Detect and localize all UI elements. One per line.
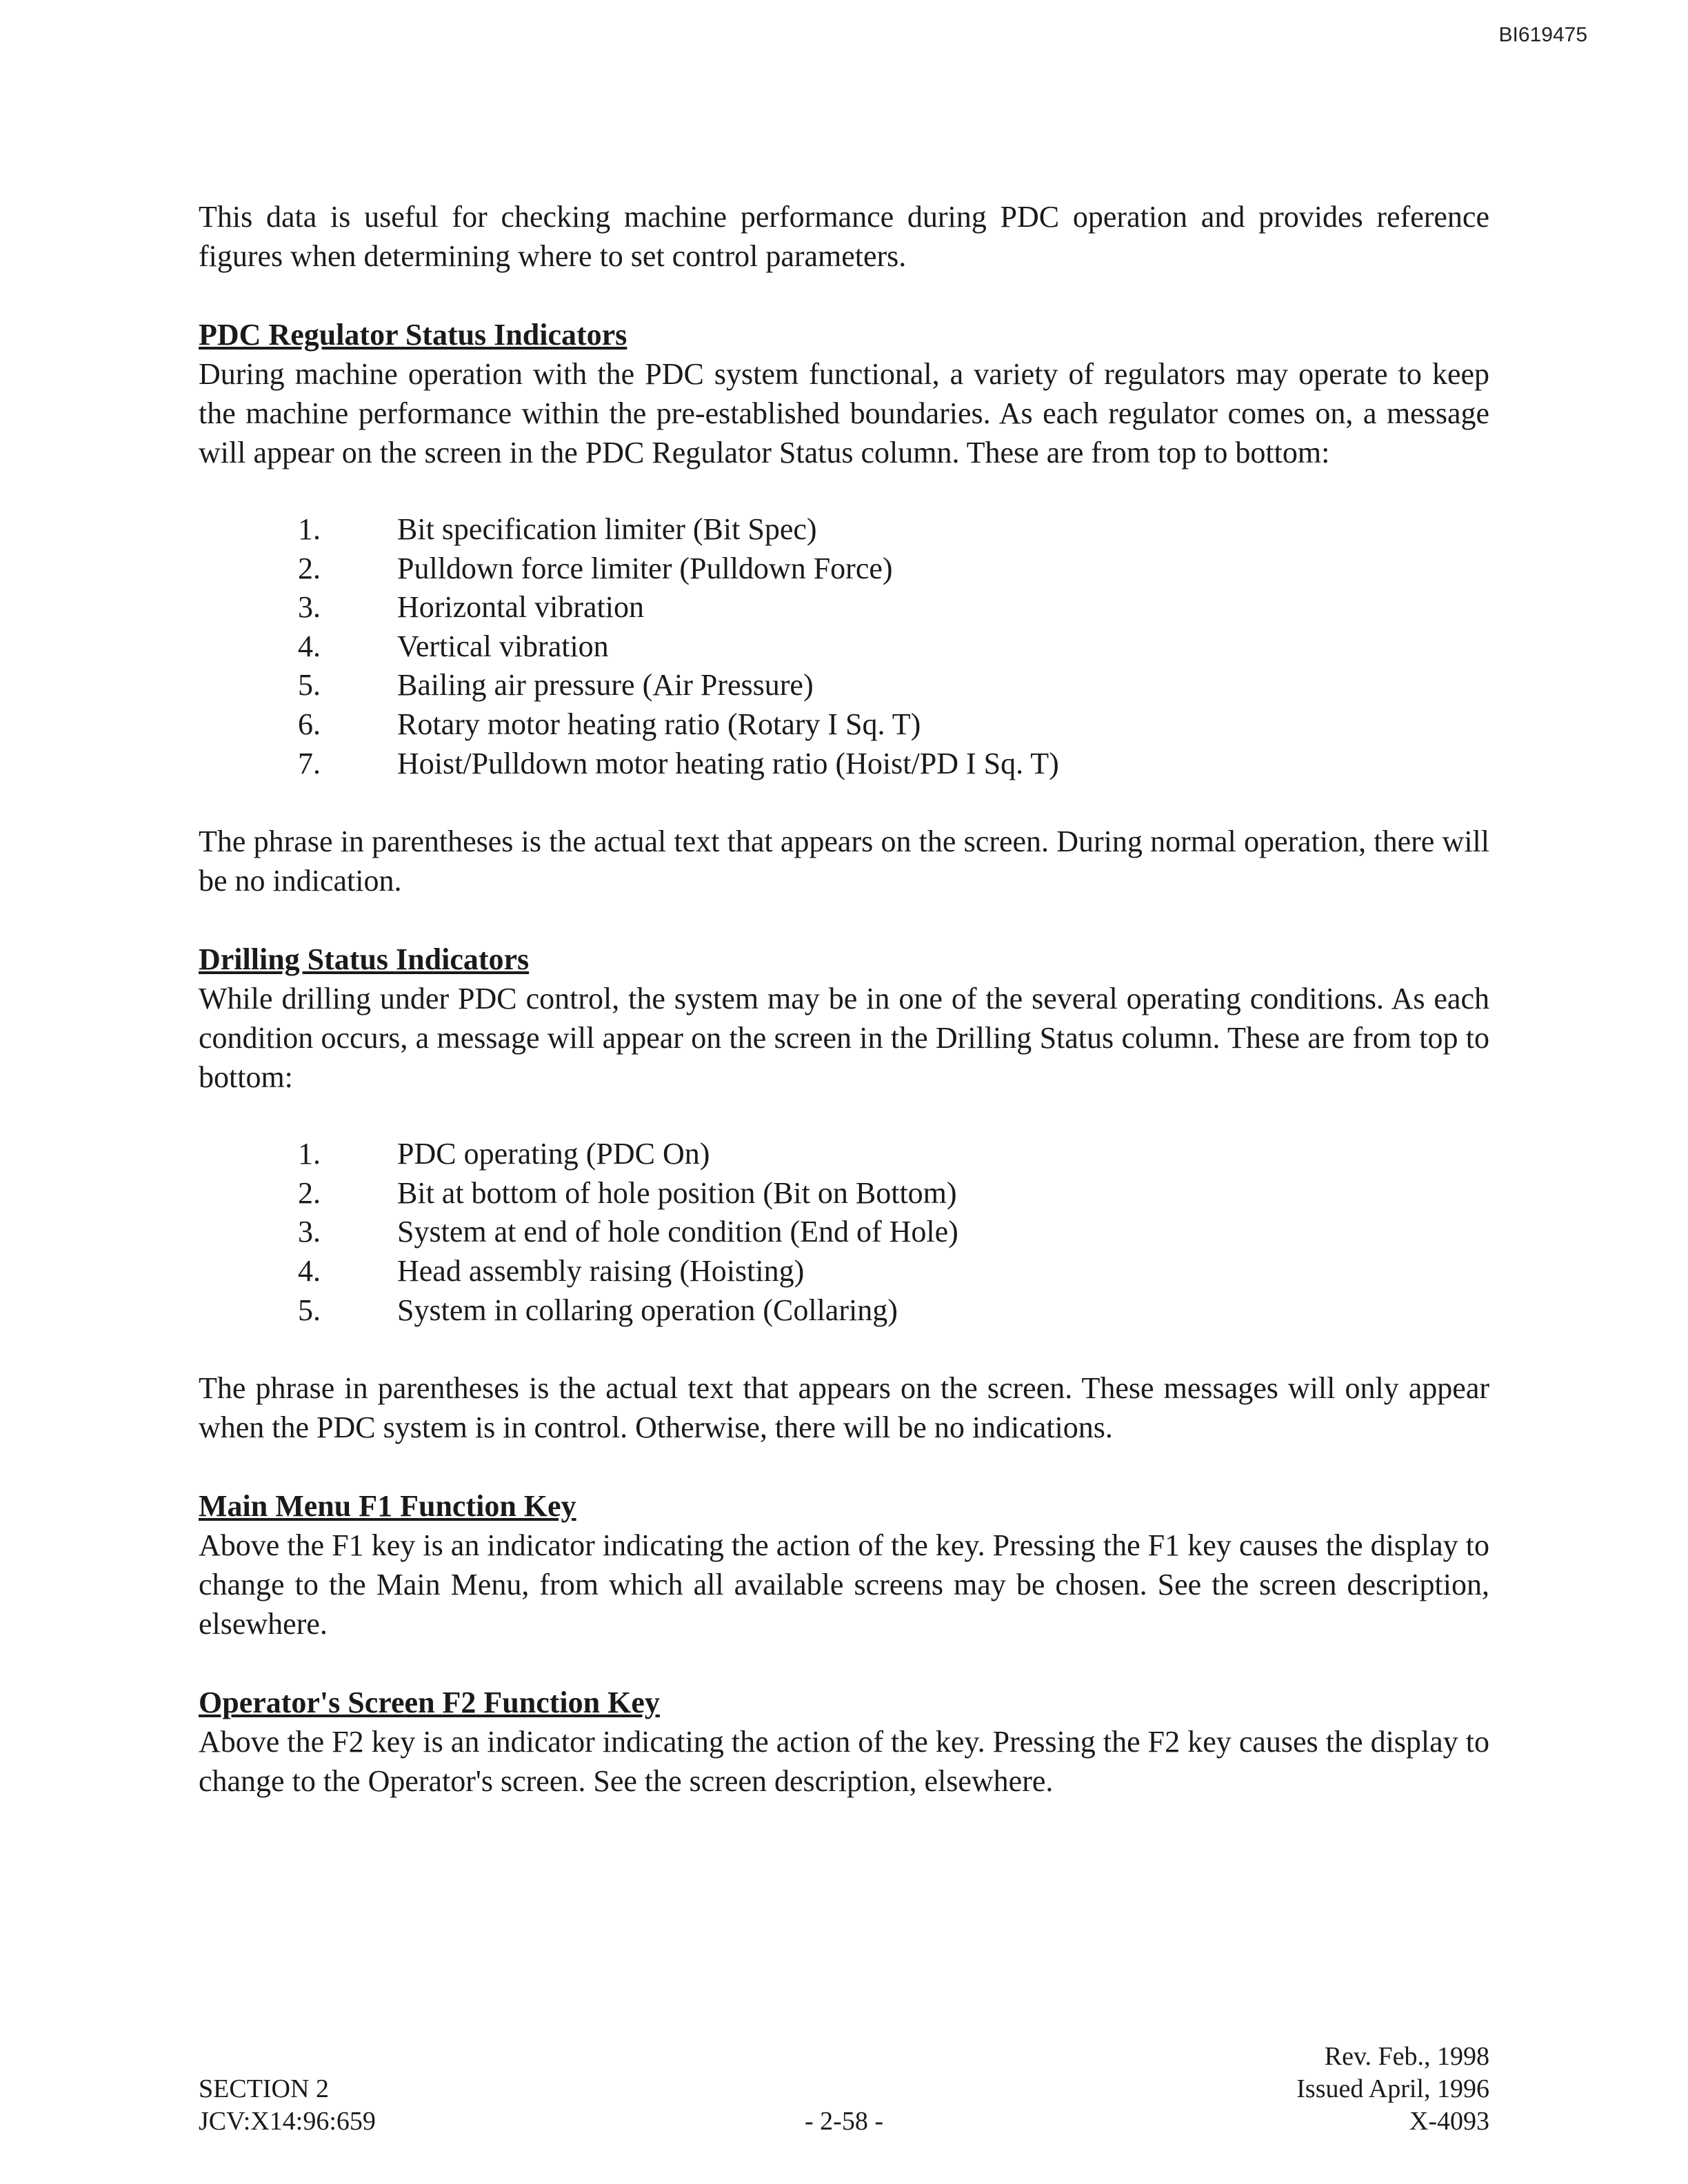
intro-paragraph: This data is useful for checking machine performance during PDC operation and provides reference figures when determining where to set control parameters. (199, 200, 1489, 273)
drilling-paragraph: While drilling under PDC control, the system may be in one of the several operating conditions. As each condition occurs, a message will appear on the screen in the Drilling Status column. These are from top to bottom: (199, 982, 1489, 1095)
list-text: Rotary motor heating ratio (Rotary I Sq. T) (397, 707, 921, 741)
list-text: Horizontal vibration (397, 590, 645, 625)
list-number: 6. (298, 707, 321, 741)
list-item (199, 510, 1489, 549)
f2-paragraph: Above the F2 key is an indicator indicating the action of the key. Pressing the F2 key causes the display to change to the Operator's screen. See the screen description, elsewhere. (199, 1725, 1489, 1799)
list-item (199, 1135, 1489, 1174)
list-number: 1. (298, 1137, 321, 1171)
drilling-section (199, 940, 1489, 1447)
list-text: PDC operating (PDC On) (397, 1137, 710, 1171)
list-item (199, 745, 1489, 784)
list-number: 5. (298, 1293, 321, 1327)
f1-paragraph: Above the F1 key is an indicator indicating the action of the key. Pressing the F1 key causes the display to change to the Main Menu, from which all available screens may be chosen. See the screen description, elsewhere. (199, 1528, 1489, 1641)
document-body (199, 197, 1489, 1801)
footer-code: JCV:X14:96:659 (199, 2107, 376, 2136)
list-text: Hoist/Pulldown motor heating ratio (Hoist/PD I Sq. T) (397, 746, 1059, 780)
list-text: Bailing air pressure (Air Pressure) (397, 668, 814, 702)
f2-section (199, 1683, 1489, 1801)
footer-section: SECTION 2 (199, 2074, 329, 2103)
list-number: 4. (298, 1253, 321, 1288)
list-text: Vertical vibration (397, 629, 609, 663)
regulator-list (199, 510, 1489, 783)
regulator-section (199, 315, 1489, 900)
list-text: System at end of hole condition (End of Hole) (397, 1215, 958, 1249)
drilling-heading: Drilling Status Indicators (199, 942, 530, 977)
list-item (199, 1213, 1489, 1252)
f2-heading: Operator's Screen F2 Function Key (199, 1686, 660, 1720)
list-number: 2. (298, 1175, 321, 1210)
page-id: BI619475 (1498, 23, 1587, 46)
regulator-paragraph: During machine operation with the PDC system functional, a variety of regulators may operate to keep the machine performance within the pre-established boundaries. As each regulator comes on, a message will appear on the screen in the PDC Regulator Status column. These are from top to bottom: (199, 357, 1489, 469)
list-item (199, 666, 1489, 705)
list-text: Bit at bottom of hole position (Bit on Bottom) (397, 1175, 957, 1210)
f1-section (199, 1486, 1489, 1644)
list-item (199, 1174, 1489, 1213)
f1-heading: Main Menu F1 Function Key (199, 1489, 576, 1524)
list-number: 4. (298, 629, 321, 663)
list-item (199, 1291, 1489, 1331)
footer-rev: Rev. Feb., 1998 (1324, 2042, 1489, 2071)
list-text: Bit specification limiter (Bit Spec) (397, 512, 817, 546)
list-number: 5. (298, 668, 321, 702)
list-item (199, 588, 1489, 627)
list-text: System in collaring operation (Collaring) (397, 1293, 898, 1327)
list-number: 3. (298, 1215, 321, 1249)
list-number: 1. (298, 512, 321, 546)
list-number: 7. (298, 746, 321, 780)
list-item (199, 705, 1489, 745)
list-item (199, 627, 1489, 667)
list-text: Head assembly raising (Hoisting) (397, 1253, 805, 1288)
list-text: Pulldown force limiter (Pulldown Force) (397, 551, 893, 585)
footer-page-number: - 2-58 - (805, 2107, 883, 2136)
list-item (199, 1252, 1489, 1291)
list-number: 2. (298, 551, 321, 585)
regulator-heading: PDC Regulator Status Indicators (199, 318, 627, 352)
drilling-list (199, 1135, 1489, 1330)
footer-right (1296, 2041, 1489, 2138)
list-number: 3. (298, 590, 321, 625)
drilling-note: The phrase in parentheses is the actual text that appears on the screen. These messages will only appear when the PDC system is in control. Otherwise, there will be no indications. (199, 1371, 1489, 1445)
footer-issued: Issued April, 1996 (1296, 2074, 1489, 2103)
regulator-note: The phrase in parentheses is the actual text that appears on the screen. During normal operation, there will be no indication. (199, 825, 1489, 898)
list-item (199, 549, 1489, 589)
footer-doc: X-4093 (1409, 2107, 1489, 2136)
